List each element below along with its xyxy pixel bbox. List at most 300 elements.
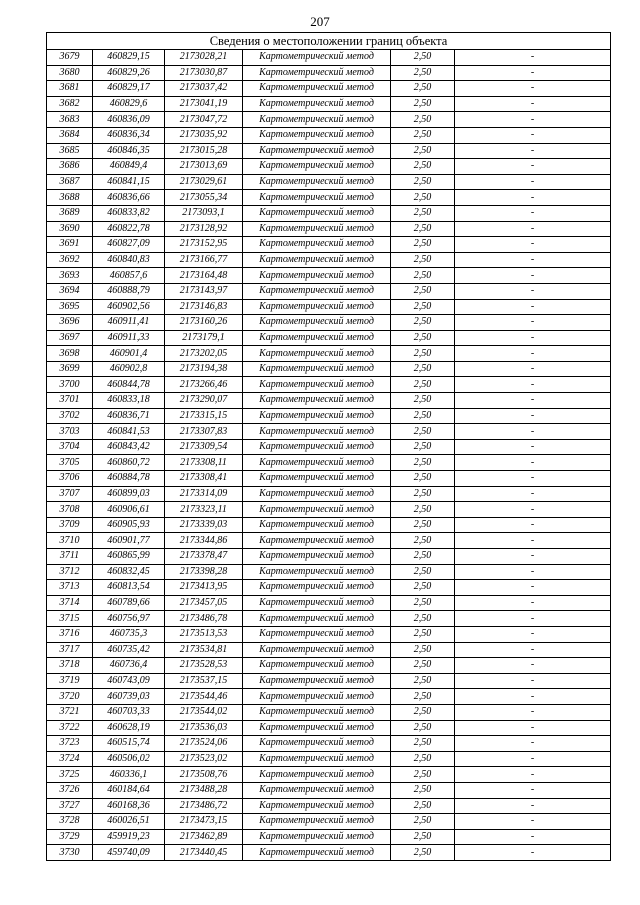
point-number-cell: 3711 (47, 549, 93, 565)
method-cell: Картометрический метод (243, 704, 391, 720)
method-cell: Картометрический метод (243, 533, 391, 549)
method-cell: Картометрический метод (243, 455, 391, 471)
y-coordinate-cell: 2173508,76 (165, 767, 243, 783)
point-number-cell: 3730 (47, 845, 93, 861)
x-coordinate-cell: 460899,03 (93, 486, 165, 502)
table-row (47, 330, 611, 346)
accuracy-cell: 2,50 (391, 221, 455, 237)
point-number-cell: 3687 (47, 174, 93, 190)
x-coordinate-cell: 460840,83 (93, 252, 165, 268)
point-number-cell: 3717 (47, 642, 93, 658)
point-number-cell: 3698 (47, 346, 93, 362)
accuracy-cell: 2,50 (391, 533, 455, 549)
note-cell: - (455, 580, 611, 596)
note-cell: - (455, 346, 611, 362)
note-cell: - (455, 829, 611, 845)
point-number-cell: 3724 (47, 751, 93, 767)
note-cell: - (455, 471, 611, 487)
point-number-cell: 3680 (47, 65, 93, 81)
x-coordinate-cell: 460846,35 (93, 143, 165, 159)
note-cell: - (455, 704, 611, 720)
table-row (47, 595, 611, 611)
x-coordinate-cell: 460884,78 (93, 471, 165, 487)
y-coordinate-cell: 2173307,83 (165, 424, 243, 440)
x-coordinate-cell: 460833,18 (93, 393, 165, 409)
note-cell: - (455, 798, 611, 814)
accuracy-cell: 2,50 (391, 299, 455, 315)
table-row (47, 268, 611, 284)
x-coordinate-cell: 460829,17 (93, 81, 165, 97)
point-number-cell: 3697 (47, 330, 93, 346)
point-number-cell: 3693 (47, 268, 93, 284)
x-coordinate-cell: 460836,71 (93, 408, 165, 424)
note-cell: - (455, 517, 611, 533)
y-coordinate-cell: 2173093,1 (165, 205, 243, 221)
accuracy-cell: 2,50 (391, 517, 455, 533)
point-number-cell: 3710 (47, 533, 93, 549)
table-row (47, 814, 611, 830)
x-coordinate-cell: 460829,6 (93, 96, 165, 112)
method-cell: Картометрический метод (243, 283, 391, 299)
x-coordinate-cell: 460789,66 (93, 595, 165, 611)
y-coordinate-cell: 2173536,03 (165, 720, 243, 736)
y-coordinate-cell: 2173398,28 (165, 564, 243, 580)
table-row (47, 221, 611, 237)
x-coordinate-cell: 460901,77 (93, 533, 165, 549)
point-number-cell: 3714 (47, 595, 93, 611)
x-coordinate-cell: 460902,56 (93, 299, 165, 315)
accuracy-cell: 2,50 (391, 455, 455, 471)
y-coordinate-cell: 2173523,02 (165, 751, 243, 767)
note-cell: - (455, 315, 611, 331)
y-coordinate-cell: 2173457,05 (165, 595, 243, 611)
note-cell: - (455, 205, 611, 221)
method-cell: Картометрический метод (243, 205, 391, 221)
table-row (47, 455, 611, 471)
note-cell: - (455, 377, 611, 393)
table-row (47, 517, 611, 533)
point-number-cell: 3700 (47, 377, 93, 393)
table-row (47, 174, 611, 190)
x-coordinate-cell: 460756,97 (93, 611, 165, 627)
x-coordinate-cell: 460841,53 (93, 424, 165, 440)
x-coordinate-cell: 460836,09 (93, 112, 165, 128)
y-coordinate-cell: 2173028,21 (165, 50, 243, 66)
method-cell: Картометрический метод (243, 361, 391, 377)
y-coordinate-cell: 2173030,87 (165, 65, 243, 81)
point-number-cell: 3685 (47, 143, 93, 159)
accuracy-cell: 2,50 (391, 658, 455, 674)
point-number-cell: 3716 (47, 626, 93, 642)
x-coordinate-cell: 460906,61 (93, 502, 165, 518)
table-row (47, 689, 611, 705)
accuracy-cell: 2,50 (391, 96, 455, 112)
accuracy-cell: 2,50 (391, 751, 455, 767)
table-row (47, 159, 611, 175)
accuracy-cell: 2,50 (391, 486, 455, 502)
y-coordinate-cell: 2173308,11 (165, 455, 243, 471)
x-coordinate-cell: 460168,36 (93, 798, 165, 814)
x-coordinate-cell: 460836,34 (93, 127, 165, 143)
method-cell: Картометрический метод (243, 517, 391, 533)
note-cell: - (455, 595, 611, 611)
table-row (47, 845, 611, 861)
method-cell: Картометрический метод (243, 736, 391, 752)
accuracy-cell: 2,50 (391, 549, 455, 565)
method-cell: Картометрический метод (243, 50, 391, 66)
x-coordinate-cell: 460905,93 (93, 517, 165, 533)
accuracy-cell: 2,50 (391, 346, 455, 362)
note-cell: - (455, 845, 611, 861)
method-cell: Картометрический метод (243, 127, 391, 143)
method-cell: Картометрический метод (243, 377, 391, 393)
method-cell: Картометрический метод (243, 330, 391, 346)
note-cell: - (455, 486, 611, 502)
note-cell: - (455, 268, 611, 284)
note-cell: - (455, 299, 611, 315)
table-row (47, 486, 611, 502)
y-coordinate-cell: 2173544,46 (165, 689, 243, 705)
accuracy-cell: 2,50 (391, 424, 455, 440)
point-number-cell: 3704 (47, 439, 93, 455)
accuracy-cell: 2,50 (391, 252, 455, 268)
accuracy-cell: 2,50 (391, 798, 455, 814)
method-cell: Картометрический метод (243, 252, 391, 268)
note-cell: - (455, 751, 611, 767)
point-number-cell: 3686 (47, 159, 93, 175)
accuracy-cell: 2,50 (391, 315, 455, 331)
method-cell: Картометрический метод (243, 829, 391, 845)
x-coordinate-cell: 460735,3 (93, 626, 165, 642)
table-row (47, 564, 611, 580)
table-row (47, 252, 611, 268)
table-row (47, 346, 611, 362)
method-cell: Картометрический метод (243, 549, 391, 565)
x-coordinate-cell: 460813,54 (93, 580, 165, 596)
point-number-cell: 3684 (47, 127, 93, 143)
point-number-cell: 3689 (47, 205, 93, 221)
point-number-cell: 3726 (47, 782, 93, 798)
note-cell: - (455, 611, 611, 627)
accuracy-cell: 2,50 (391, 205, 455, 221)
method-cell: Картометрический метод (243, 502, 391, 518)
accuracy-cell: 2,50 (391, 611, 455, 627)
table-row (47, 798, 611, 814)
method-cell: Картометрический метод (243, 626, 391, 642)
note-cell: - (455, 782, 611, 798)
y-coordinate-cell: 2173029,61 (165, 174, 243, 190)
point-number-cell: 3691 (47, 237, 93, 253)
x-coordinate-cell: 460844,78 (93, 377, 165, 393)
x-coordinate-cell: 460857,6 (93, 268, 165, 284)
point-number-cell: 3706 (47, 471, 93, 487)
page-number: 207 (310, 14, 330, 29)
point-number-cell: 3722 (47, 720, 93, 736)
x-coordinate-cell: 460902,8 (93, 361, 165, 377)
y-coordinate-cell: 2173544,02 (165, 704, 243, 720)
table-title-row (47, 33, 611, 50)
x-coordinate-cell: 460515,74 (93, 736, 165, 752)
accuracy-cell: 2,50 (391, 689, 455, 705)
y-coordinate-cell: 2173143,97 (165, 283, 243, 299)
point-number-cell: 3707 (47, 486, 93, 502)
y-coordinate-cell: 2173146,83 (165, 299, 243, 315)
table-row (47, 471, 611, 487)
method-cell: Картометрический метод (243, 564, 391, 580)
y-coordinate-cell: 2173041,19 (165, 96, 243, 112)
y-coordinate-cell: 2173055,34 (165, 190, 243, 206)
point-number-cell: 3713 (47, 580, 93, 596)
x-coordinate-cell: 460628,19 (93, 720, 165, 736)
point-number-cell: 3690 (47, 221, 93, 237)
y-coordinate-cell: 2173488,28 (165, 782, 243, 798)
table-row (47, 658, 611, 674)
x-coordinate-cell: 460911,33 (93, 330, 165, 346)
accuracy-cell: 2,50 (391, 704, 455, 720)
method-cell: Картометрический метод (243, 720, 391, 736)
table-row (47, 424, 611, 440)
y-coordinate-cell: 2173344,86 (165, 533, 243, 549)
y-coordinate-cell: 2173462,89 (165, 829, 243, 845)
point-number-cell: 3720 (47, 689, 93, 705)
y-coordinate-cell: 2173152,95 (165, 237, 243, 253)
point-number-cell: 3702 (47, 408, 93, 424)
note-cell: - (455, 237, 611, 253)
method-cell: Картометрический метод (243, 190, 391, 206)
table-row (47, 439, 611, 455)
point-number-cell: 3699 (47, 361, 93, 377)
x-coordinate-cell: 460833,82 (93, 205, 165, 221)
method-cell: Картометрический метод (243, 112, 391, 128)
y-coordinate-cell: 2173537,15 (165, 673, 243, 689)
table-row (47, 112, 611, 128)
table-row (47, 50, 611, 66)
table-row (47, 283, 611, 299)
y-coordinate-cell: 2173194,38 (165, 361, 243, 377)
accuracy-cell: 2,50 (391, 767, 455, 783)
x-coordinate-cell: 460736,4 (93, 658, 165, 674)
note-cell: - (455, 658, 611, 674)
y-coordinate-cell: 2173309,54 (165, 439, 243, 455)
method-cell: Картометрический метод (243, 299, 391, 315)
table-row (47, 315, 611, 331)
note-cell: - (455, 252, 611, 268)
accuracy-cell: 2,50 (391, 377, 455, 393)
x-coordinate-cell: 460901,4 (93, 346, 165, 362)
table-row (47, 96, 611, 112)
y-coordinate-cell: 2173486,72 (165, 798, 243, 814)
method-cell: Картометрический метод (243, 642, 391, 658)
note-cell: - (455, 767, 611, 783)
note-cell: - (455, 283, 611, 299)
accuracy-cell: 2,50 (391, 283, 455, 299)
accuracy-cell: 2,50 (391, 736, 455, 752)
method-cell: Картометрический метод (243, 798, 391, 814)
table-row (47, 377, 611, 393)
y-coordinate-cell: 2173266,46 (165, 377, 243, 393)
x-coordinate-cell: 459919,23 (93, 829, 165, 845)
accuracy-cell: 2,50 (391, 65, 455, 81)
note-cell: - (455, 393, 611, 409)
note-cell: - (455, 127, 611, 143)
x-coordinate-cell: 460822,78 (93, 221, 165, 237)
point-number-cell: 3715 (47, 611, 93, 627)
note-cell: - (455, 143, 611, 159)
note-cell: - (455, 174, 611, 190)
x-coordinate-cell: 460506,02 (93, 751, 165, 767)
note-cell: - (455, 330, 611, 346)
accuracy-cell: 2,50 (391, 502, 455, 518)
table-row (47, 720, 611, 736)
accuracy-cell: 2,50 (391, 595, 455, 611)
y-coordinate-cell: 2173164,48 (165, 268, 243, 284)
accuracy-cell: 2,50 (391, 237, 455, 253)
note-cell: - (455, 564, 611, 580)
method-cell: Картометрический метод (243, 782, 391, 798)
note-cell: - (455, 673, 611, 689)
method-cell: Картометрический метод (243, 689, 391, 705)
table-body (47, 33, 611, 861)
point-number-cell: 3695 (47, 299, 93, 315)
method-cell: Картометрический метод (243, 580, 391, 596)
table-row (47, 767, 611, 783)
point-number-cell: 3729 (47, 829, 93, 845)
x-coordinate-cell: 460827,09 (93, 237, 165, 253)
x-coordinate-cell: 460865,99 (93, 549, 165, 565)
table-row (47, 580, 611, 596)
accuracy-cell: 2,50 (391, 190, 455, 206)
accuracy-cell: 2,50 (391, 626, 455, 642)
point-number-cell: 3712 (47, 564, 93, 580)
table-row (47, 65, 611, 81)
method-cell: Картометрический метод (243, 658, 391, 674)
accuracy-cell: 2,50 (391, 642, 455, 658)
x-coordinate-cell: 460849,4 (93, 159, 165, 175)
y-coordinate-cell: 2173035,92 (165, 127, 243, 143)
note-cell: - (455, 814, 611, 830)
accuracy-cell: 2,50 (391, 720, 455, 736)
y-coordinate-cell: 2173202,05 (165, 346, 243, 362)
x-coordinate-cell: 460739,03 (93, 689, 165, 705)
x-coordinate-cell: 460843,42 (93, 439, 165, 455)
accuracy-cell: 2,50 (391, 845, 455, 861)
method-cell: Картометрический метод (243, 65, 391, 81)
y-coordinate-cell: 2173166,77 (165, 252, 243, 268)
table-row (47, 393, 611, 409)
accuracy-cell: 2,50 (391, 471, 455, 487)
note-cell: - (455, 112, 611, 128)
accuracy-cell: 2,50 (391, 829, 455, 845)
x-coordinate-cell: 460743,09 (93, 673, 165, 689)
note-cell: - (455, 424, 611, 440)
method-cell: Картометрический метод (243, 268, 391, 284)
y-coordinate-cell: 2173308,41 (165, 471, 243, 487)
accuracy-cell: 2,50 (391, 50, 455, 66)
x-coordinate-cell: 460703,33 (93, 704, 165, 720)
method-cell: Картометрический метод (243, 159, 391, 175)
x-coordinate-cell: 460860,72 (93, 455, 165, 471)
x-coordinate-cell: 460026,51 (93, 814, 165, 830)
method-cell: Картометрический метод (243, 81, 391, 97)
method-cell: Картометрический метод (243, 237, 391, 253)
table-row (47, 549, 611, 565)
accuracy-cell: 2,50 (391, 127, 455, 143)
note-cell: - (455, 642, 611, 658)
accuracy-cell: 2,50 (391, 564, 455, 580)
accuracy-cell: 2,50 (391, 673, 455, 689)
x-coordinate-cell: 460829,26 (93, 65, 165, 81)
y-coordinate-cell: 2173314,09 (165, 486, 243, 502)
note-cell: - (455, 439, 611, 455)
table-row (47, 237, 611, 253)
y-coordinate-cell: 2173160,26 (165, 315, 243, 331)
x-coordinate-cell: 460336,1 (93, 767, 165, 783)
note-cell: - (455, 626, 611, 642)
point-number-cell: 3727 (47, 798, 93, 814)
y-coordinate-cell: 2173323,11 (165, 502, 243, 518)
method-cell: Картометрический метод (243, 673, 391, 689)
point-number-cell: 3721 (47, 704, 93, 720)
point-number-cell: 3725 (47, 767, 93, 783)
y-coordinate-cell: 2173128,92 (165, 221, 243, 237)
method-cell: Картометрический метод (243, 486, 391, 502)
x-coordinate-cell: 460184,64 (93, 782, 165, 798)
x-coordinate-cell: 460836,66 (93, 190, 165, 206)
x-coordinate-cell: 460841,15 (93, 174, 165, 190)
table-row (47, 408, 611, 424)
accuracy-cell: 2,50 (391, 782, 455, 798)
x-coordinate-cell: 460888,79 (93, 283, 165, 299)
method-cell: Картометрический метод (243, 751, 391, 767)
point-number-cell: 3688 (47, 190, 93, 206)
note-cell: - (455, 533, 611, 549)
note-cell: - (455, 221, 611, 237)
table-row (47, 782, 611, 798)
y-coordinate-cell: 2173528,53 (165, 658, 243, 674)
y-coordinate-cell: 2173339,03 (165, 517, 243, 533)
point-number-cell: 3728 (47, 814, 93, 830)
accuracy-cell: 2,50 (391, 174, 455, 190)
method-cell: Картометрический метод (243, 174, 391, 190)
y-coordinate-cell: 2173037,42 (165, 81, 243, 97)
y-coordinate-cell: 2173315,15 (165, 408, 243, 424)
method-cell: Картометрический метод (243, 814, 391, 830)
method-cell: Картометрический метод (243, 845, 391, 861)
y-coordinate-cell: 2173179,1 (165, 330, 243, 346)
accuracy-cell: 2,50 (391, 330, 455, 346)
point-number-cell: 3703 (47, 424, 93, 440)
method-cell: Картометрический метод (243, 346, 391, 362)
note-cell: - (455, 159, 611, 175)
note-cell: - (455, 190, 611, 206)
method-cell: Картометрический метод (243, 595, 391, 611)
point-number-cell: 3705 (47, 455, 93, 471)
y-coordinate-cell: 2173473,15 (165, 814, 243, 830)
point-number-cell: 3719 (47, 673, 93, 689)
table-row (47, 190, 611, 206)
point-number-cell: 3696 (47, 315, 93, 331)
point-number-cell: 3723 (47, 736, 93, 752)
accuracy-cell: 2,50 (391, 361, 455, 377)
y-coordinate-cell: 2173534,81 (165, 642, 243, 658)
accuracy-cell: 2,50 (391, 439, 455, 455)
y-coordinate-cell: 2173513,53 (165, 626, 243, 642)
table-row (47, 673, 611, 689)
point-number-cell: 3709 (47, 517, 93, 533)
table-row (47, 626, 611, 642)
table-row (47, 143, 611, 159)
accuracy-cell: 2,50 (391, 580, 455, 596)
